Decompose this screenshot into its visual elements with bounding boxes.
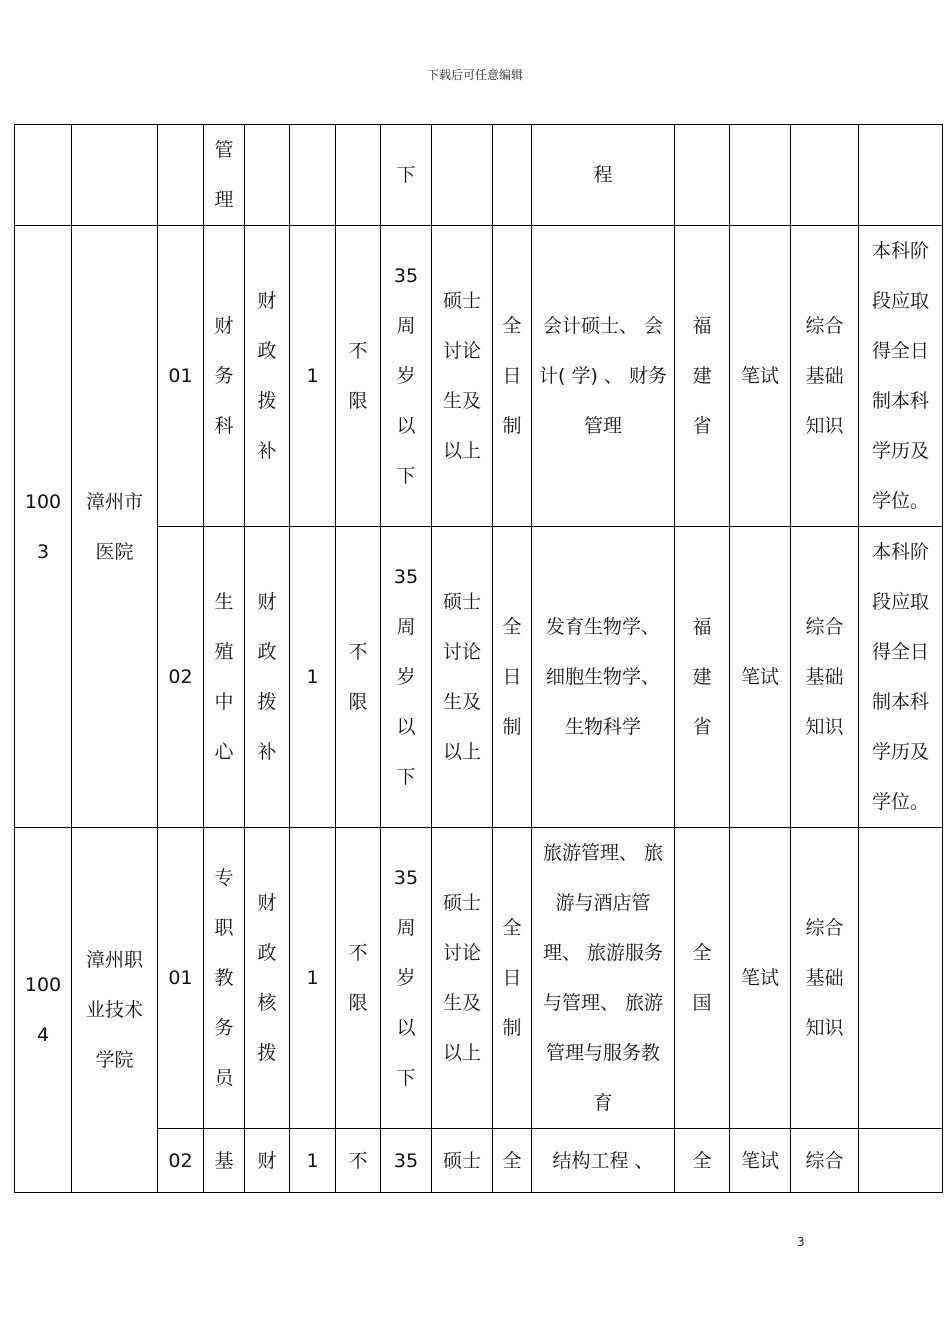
cell-major: 会计硕士、 会 计( 学) 、 财务 管理 [532, 226, 675, 527]
cell-remark: 本科阶 段应取 得全日 制本科 学历及 学位。 [859, 226, 943, 527]
cell-dept: 基 [204, 1129, 245, 1193]
table-row [15, 828, 943, 1129]
cell-exam: 笔试 [730, 828, 791, 1129]
cell-empty [245, 125, 290, 226]
cell-age-fragment: 下 [381, 125, 432, 226]
cell-funding: 财 [245, 1129, 290, 1193]
cell-dept: 生 殖 中 心 [204, 527, 245, 828]
cell-empty [158, 125, 204, 226]
cell-empty [72, 125, 158, 226]
cell-count: 1 [290, 828, 336, 1129]
cell-count: 1 [290, 527, 336, 828]
cell-gender: 不 限 [336, 828, 381, 1129]
cell-count: 1 [290, 1129, 336, 1193]
cell-empty [290, 125, 336, 226]
cell-region: 全 国 [675, 828, 730, 1129]
cell-education: 硕士 [432, 1129, 493, 1193]
cell-remark: 本科阶 段应取 得全日 制本科 学历及 学位。 [859, 527, 943, 828]
cell-dept-fragment: 管 理 [204, 125, 245, 226]
cell-exam: 笔试 [730, 226, 791, 527]
cell-empty [859, 125, 943, 226]
cell-age: 35 周 岁 以 下 [381, 828, 432, 1129]
cell-age: 35 周 岁 以 下 [381, 527, 432, 828]
cell-education: 硕士 讨论 生及 以上 [432, 828, 493, 1129]
cell-exam: 笔试 [730, 527, 791, 828]
cell-dept: 财 务 科 [204, 226, 245, 527]
cell-unit-code: 100 4 [15, 828, 72, 1193]
cell-funding: 财 政 拨 补 [245, 226, 290, 527]
cell-study-mode: 全 [493, 1129, 532, 1193]
cell-empty [791, 125, 859, 226]
cell-count: 1 [290, 226, 336, 527]
cell-remark [859, 1129, 943, 1193]
cell-position-code: 01 [158, 226, 204, 527]
cell-subject: 综合 [791, 1129, 859, 1193]
cell-study-mode: 全 日 制 [493, 226, 532, 527]
cell-funding: 财 政 拨 补 [245, 527, 290, 828]
cell-education: 硕士 讨论 生及 以上 [432, 226, 493, 527]
cell-exam: 笔试 [730, 1129, 791, 1193]
cell-dept: 专 职 教 务 员 [204, 828, 245, 1129]
cell-unit-name: 漳州市 医院 [72, 226, 158, 828]
page-number: 3 [797, 1235, 805, 1249]
cell-region: 福 建 省 [675, 527, 730, 828]
page-header: 下载后可任意编辑 [426, 68, 523, 82]
cell-subject: 综合 基础 知识 [791, 828, 859, 1129]
cell-empty [336, 125, 381, 226]
cell-unit-name: 漳州职 业技术 学院 [72, 828, 158, 1193]
recruitment-table [14, 124, 943, 1193]
cell-empty [493, 125, 532, 226]
cell-gender: 不 限 [336, 527, 381, 828]
cell-education: 硕士 讨论 生及 以上 [432, 527, 493, 828]
cell-major-fragment: 程 [532, 125, 675, 226]
cell-major: 结构工程 、 [532, 1129, 675, 1193]
cell-subject: 综合 基础 知识 [791, 226, 859, 527]
cell-position-code: 02 [158, 527, 204, 828]
cell-major: 旅游管理、 旅 游与酒店管 理、 旅游服务 与管理、 旅游 管理与服务教 育 [532, 828, 675, 1129]
cell-remark [859, 828, 943, 1129]
table-row [15, 226, 943, 527]
cell-unit-code: 100 3 [15, 226, 72, 828]
cell-subject: 综合 基础 知识 [791, 527, 859, 828]
cell-empty [675, 125, 730, 226]
cell-region: 全 [675, 1129, 730, 1193]
cell-empty [15, 125, 72, 226]
cell-position-code: 01 [158, 828, 204, 1129]
cell-empty [730, 125, 791, 226]
cell-funding: 财 政 核 拨 [245, 828, 290, 1129]
cell-gender: 不 [336, 1129, 381, 1193]
cell-empty [432, 125, 493, 226]
cell-study-mode: 全 日 制 [493, 527, 532, 828]
cell-study-mode: 全 日 制 [493, 828, 532, 1129]
cell-age: 35 [381, 1129, 432, 1193]
cell-region: 福 建 省 [675, 226, 730, 527]
cell-age: 35 周 岁 以 下 [381, 226, 432, 527]
table-row-continued [15, 125, 943, 226]
cell-gender: 不 限 [336, 226, 381, 527]
cell-major: 发育生物学、 细胞生物学、 生物科学 [532, 527, 675, 828]
cell-position-code: 02 [158, 1129, 204, 1193]
